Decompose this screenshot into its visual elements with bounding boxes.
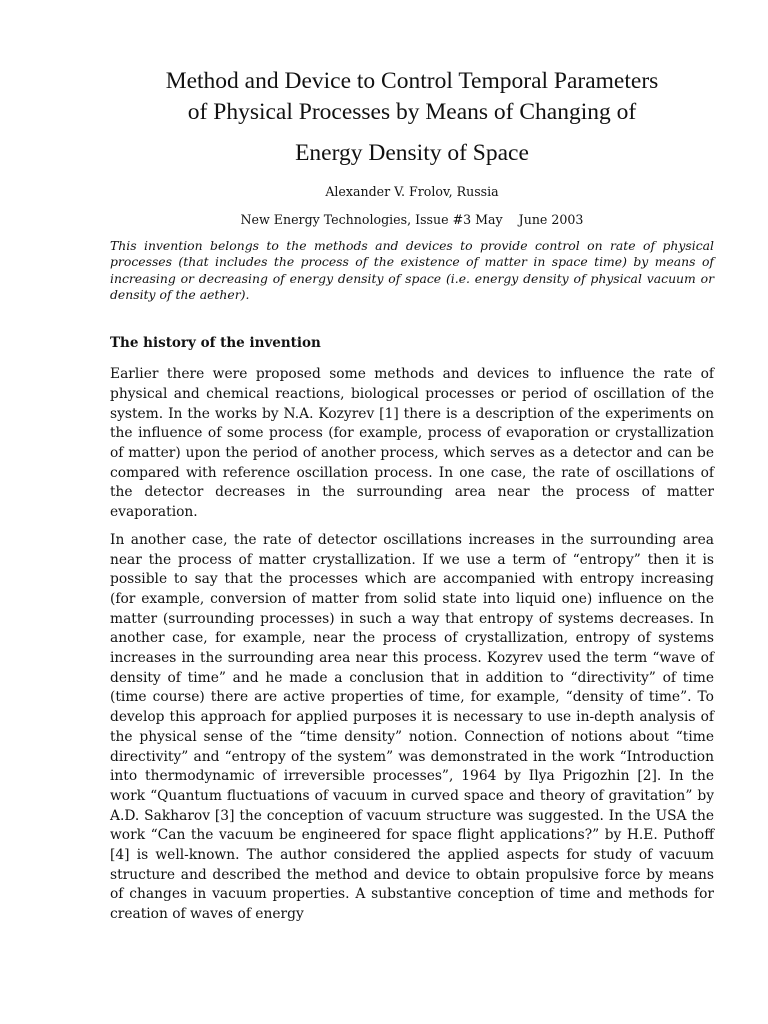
page-content (110, 66, 714, 925)
title-line-2: of Physical Processes by Means of Changing of (187, 99, 637, 125)
document-title (110, 66, 714, 128)
abstract: This invention belongs to the methods and devices to provide control on rate of physical processes (that includes the process of the existence of matter in space time) by means of increasing or decreasing of energy density of space (i.e. energy density of physical vacuum or density of the aether). (110, 238, 714, 302)
document-title-line-3: Energy Density of Space (295, 140, 529, 166)
body-paragraph-2: In another case, the rate of detector oscillations increases in the surrounding area near the process of matter crystallization. If we use a term of “entropy” then it is possible to say that the processes which are accompanied with entropy increasing (for example, conversion of matter from solid state into liquid one) influence on the matter (surrounding processes) in such a way that entropy of systems decreases. In another case, for example, near the process of crystallization, entropy of systems increases in the surrounding area near this process. Kozyrev used the term “wave of density of time” and he made a conclusion that in addition to “directivity” of time (time course) there are active properties of time, for example, “density of time”. To develop this approach for applied purposes it is necessary to use in-depth analysis of the physical sense of the “time density” notion. Connection of notions about “time directivity” and “entropy of the system” was demonstrated in the work “Introduction into thermodynamic of irreversible processes”, 1964 by Ilya Prigozhin [2]. In the work “Quantum fluctuations of vacuum in curved space and theory of gravitation” by A.D. Sakharov [3] the conception of vacuum structure was suggested. In the USA the work “Can the vacuum be engineered for space flight applications?” by H.E. Puthoff [4] is well-known. The author considered the applied aspects for study of vacuum structure and described the method and device to obtain propulsive force by means of changes in vacuum properties. A substantive conception of time and methods for creation of waves of energy (110, 531, 714, 923)
body-paragraph-1: Earlier there were proposed some methods and devices to influence the rate of physical and chemical reactions, biological processes or period of oscillation of the system. In the works by N.A. Kozyrev [1] there is a description of the experiments on the influence of some process (for example, process of evaporation or crystallization of matter) upon the period of another process, which serves as a detector and can be compared with reference oscillation process. In one case, the rate of oscillations of the detector decreases in the surrounding area near the process of matter evaporation. (110, 366, 714, 521)
author-line: Alexander V. Frolov, Russia (325, 184, 499, 199)
publication-source: New Energy Technologies, Issue #3 May June 2003 (240, 212, 584, 227)
section-heading: The history of the invention (110, 335, 321, 352)
title-line-1: Method and Device to Control Temporal Parameters (165, 68, 659, 94)
